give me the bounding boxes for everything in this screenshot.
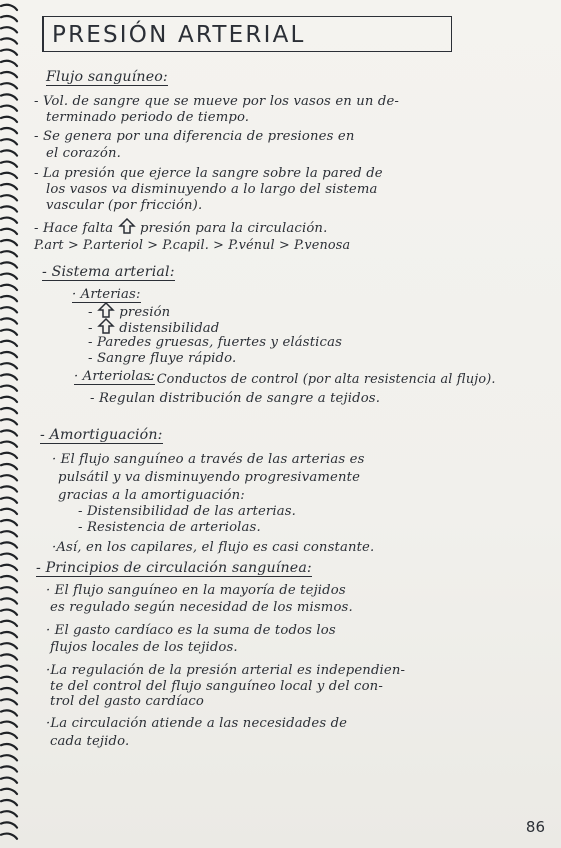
spiral-ring: [1, 755, 17, 760]
arterias-item-paredes: - Paredes gruesas, fuertes y elásticas: [88, 335, 343, 350]
spiral-ring: [1, 397, 17, 402]
spiral-ring: [1, 789, 17, 794]
principios-line-7: trol del gasto cardíaco: [50, 694, 204, 709]
heading-amort-text: - Amortiguación:: [40, 427, 163, 443]
spiral-ring: [1, 285, 17, 290]
flujo-line-3: - Se genera por una diferencia de presiones en: [34, 129, 355, 144]
spiral-ring: [1, 50, 17, 55]
principios-line-8: ·La circulación atiende a las necesidades de: [46, 716, 348, 731]
spiral-ring: [1, 307, 17, 312]
arterias-item-distensibilidad: - distensibilidad: [88, 318, 219, 336]
spiral-ring: [1, 352, 17, 357]
spiral-ring: [1, 554, 17, 559]
arrow-up-icon: [97, 318, 115, 334]
heading-flujo-text: Flujo sanguíneo:: [46, 69, 168, 85]
spiral-ring: [1, 710, 17, 715]
spiral-ring: [1, 374, 17, 379]
heading-flujo: [46, 70, 168, 85]
spiral-ring: [1, 565, 17, 570]
spiral-ring: [1, 251, 17, 256]
spiral-ring: [1, 27, 17, 32]
arterias-item-sangre: - Sangre fluye rápido.: [88, 351, 237, 366]
arterias-label-text: · Arterias:: [72, 287, 141, 302]
principios-line-9: cada tejido.: [50, 734, 130, 749]
spiral-ring: [1, 408, 17, 413]
heading-principios: [36, 561, 312, 576]
arterias-item-presion: - presión: [88, 302, 170, 320]
amort-line-4: - Distensibilidad de las arterias.: [78, 504, 297, 519]
page-title: PRESIÓN ARTERIAL: [52, 22, 306, 48]
principios-line-2: es regulado según necesidad de los mismos.: [50, 600, 353, 615]
flujo-line-5: - La presión que ejerce la sangre sobre la pared de: [34, 166, 383, 181]
spiral-ring: [1, 117, 17, 122]
spiral-ring: [1, 5, 17, 10]
spiral-ring: [1, 464, 17, 469]
heading-sistema: [42, 265, 175, 280]
spiral-ring: [1, 834, 17, 839]
arrow-up-icon: [118, 218, 136, 234]
spiral-ring: [1, 453, 17, 458]
spiral-ring: [1, 498, 17, 503]
spiral-ring: [1, 509, 17, 514]
flujo-line-7: vascular (por fricción).: [46, 198, 203, 213]
arterias-label: [72, 287, 141, 302]
spiral-ring: [1, 778, 17, 783]
flujo-line-8: [34, 218, 327, 236]
principios-line-1: · El flujo sanguíneo en la mayoría de tejidos: [46, 583, 346, 598]
spiral-ring: [1, 542, 17, 547]
spiral-ring: [1, 811, 17, 816]
spiral-ring: [1, 621, 17, 626]
spiral-ring: [1, 16, 17, 21]
spiral-ring: [1, 195, 17, 200]
arteriolas-item-1: [90, 372, 496, 387]
spiral-ring: [1, 262, 17, 267]
arrow-up-icon: [97, 302, 115, 318]
spiral-ring: [1, 363, 17, 368]
spiral-binding: [0, 0, 22, 848]
spiral-ring: [1, 150, 17, 155]
spiral-ring: [1, 240, 17, 245]
spiral-ring: [1, 654, 17, 659]
spiral-ring: [1, 318, 17, 323]
spiral-ring: [1, 531, 17, 536]
spiral-ring: [1, 206, 17, 211]
spiral-ring: [1, 83, 17, 88]
heading-sistema-text: - Sistema arterial:: [42, 264, 175, 280]
spiral-ring: [1, 386, 17, 391]
amort-line-5: - Resistencia de arteriolas.: [78, 520, 261, 535]
spiral-ring: [1, 688, 17, 693]
spiral-ring: [1, 666, 17, 671]
spiral-ring: [1, 442, 17, 447]
spiral-ring: [1, 229, 17, 234]
spiral-ring: [1, 419, 17, 424]
spiral-ring: [1, 643, 17, 648]
spiral-ring: [1, 72, 17, 77]
spiral-ring: [1, 475, 17, 480]
spiral-ring: [1, 38, 17, 43]
spiral-ring: [1, 162, 17, 167]
spiral-ring: [1, 184, 17, 189]
heading-amort: [40, 428, 163, 443]
flujo-line-1: - Vol. de sangre que se mueve por los vasos en un de-: [34, 94, 400, 109]
spiral-ring: [1, 766, 17, 771]
spiral-ring: [1, 486, 17, 491]
amort-line-2: pulsátil y va disminuyendo progresivamente: [58, 470, 361, 485]
spiral-ring: [1, 218, 17, 223]
spiral-ring: [1, 722, 17, 727]
amort-line-3: gracias a la amortiguación:: [58, 488, 245, 503]
spiral-ring: [1, 677, 17, 682]
spiral-ring: [1, 430, 17, 435]
spiral-ring: [1, 296, 17, 301]
presion-circulacion-text: presión para la circulación.: [140, 221, 328, 236]
spiral-ring: [1, 274, 17, 279]
principios-line-4: flujos locales de los tejidos.: [50, 640, 238, 655]
spiral-ring: [1, 800, 17, 805]
spiral-ring: [1, 330, 17, 335]
spiral-ring: [1, 598, 17, 603]
spiral-ring: [1, 632, 17, 637]
flujo-line-6: los vasos va disminuyendo a lo largo del sistema: [46, 182, 378, 197]
flujo-line-2: terminado periodo de tiempo.: [46, 110, 250, 125]
spiral-ring: [1, 610, 17, 615]
spiral-ring: [1, 128, 17, 133]
amort-line-1: · El flujo sanguíneo a través de las arterias es: [52, 452, 365, 467]
spiral-ring: [1, 139, 17, 144]
spiral-ring: [1, 341, 17, 346]
spiral-ring: [1, 520, 17, 525]
hace-falta-text: - Hace falta: [34, 221, 114, 236]
spiral-ring: [1, 699, 17, 704]
spiral-ring: [1, 61, 17, 66]
presion-text: presión: [119, 305, 171, 320]
principios-line-6: te del control del flujo sanguíneo local y del con-: [50, 679, 383, 694]
spiral-ring: [1, 173, 17, 178]
principios-line-5: ·La regulación de la presión arterial es independien-: [46, 663, 406, 678]
arteriolas-item-1-text: - Conductos de control (por alta resistencia al flujo).: [148, 372, 496, 387]
amort-line-6: ·Así, en los capilares, el flujo es casi constante.: [52, 540, 375, 555]
spiral-ring: [1, 576, 17, 581]
pressure-order: P.art > P.arteriol > P.capil. > P.vénul > P.venosa: [34, 238, 351, 253]
spiral-ring: [1, 587, 17, 592]
spiral-ring: [1, 94, 17, 99]
heading-principios-text: - Principios de circulación sanguínea:: [36, 560, 312, 576]
distensibilidad-text: distensibilidad: [119, 321, 220, 336]
page-number: 86: [525, 818, 545, 836]
spiral-ring: [1, 822, 17, 827]
spiral-ring: [1, 733, 17, 738]
principios-line-3: · El gasto cardíaco es la suma de todos los: [46, 623, 336, 638]
spiral-ring: [1, 106, 17, 111]
arteriolas-label-text: · Arteriolas:: [74, 369, 156, 384]
arteriolas-item-2: - Regulan distribución de sangre a tejidos.: [90, 391, 381, 406]
spiral-ring: [1, 744, 17, 749]
flujo-line-4: el corazón.: [46, 146, 121, 161]
